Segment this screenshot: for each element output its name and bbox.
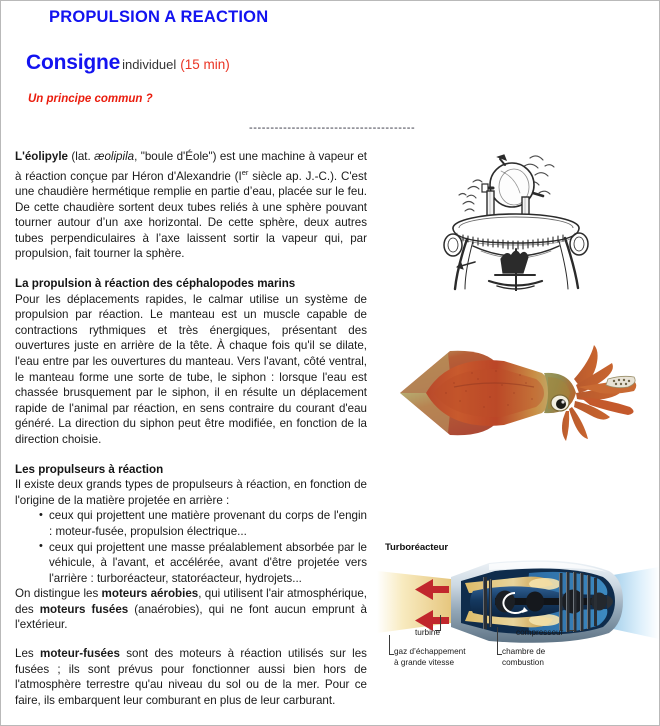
section-cephalopodes xyxy=(15,276,367,448)
section-propulseurs xyxy=(15,462,367,634)
label-compresseur: compresseur xyxy=(516,628,564,637)
list-item: • ceux qui projettent une masse préalablement absorbée par le véhicule, à l'avant, et accélérée, avant d'être projetée vers l'arrière : turboréacteur, statoréacteur, hydrojets... xyxy=(39,540,367,587)
cephalopodes-paragraph: Pour les déplacements rapides, le calmar utilise un système de propulsion par réaction. Le manteau est un muscle capable de contractions rythmiques et très énergiques, présentant des ouvertures juste en arrière de la tête. À chaque fois qu'il se dilate, l'eau entre par les ouvertures du manteau. Vers l'avant, côté ventral, le manteau forme une sorte de tube, le siphon : lorsque l'eau est chassée brusquement par le siphon, il en résulte un déplacement rapide de l'animal par réaction, en sens contraire du courant d'eau généré. La direction du siphon peut être modifiée, en fonction de la direction choisie. xyxy=(15,292,367,446)
page-title: PROPULSION A REACTION xyxy=(49,8,269,26)
leader-elbow-compressor xyxy=(569,630,575,631)
section-moteur-fusees xyxy=(15,646,367,708)
label-combustion-chamber xyxy=(502,647,545,668)
label-combustion-chamber-line2: combustion xyxy=(502,657,544,667)
cephalopodes-heading: La propulsion à réaction des céphalopodes marins xyxy=(15,277,296,291)
label-exhaust-gas-line2: à grande vitesse xyxy=(394,657,455,667)
consigne-duration: (15 min) xyxy=(180,57,230,72)
turbojet-figure xyxy=(377,539,659,699)
propulseurs-intro: Il existe deux grands types de propulseurs à réaction, en fonction de l'origine de la matière projetée en arrière : xyxy=(15,478,367,507)
section-eolipyle xyxy=(15,149,367,262)
list-item: • ceux qui projettent une matière provenant du corps de l'engin : moteur-fusée, propulsion électrique... xyxy=(39,508,367,539)
consigne-label: Consigne xyxy=(26,51,121,74)
consigne-heading xyxy=(26,51,230,75)
eolipyle-engraving xyxy=(405,149,627,291)
propulseurs-heading: Les propulseurs à réaction xyxy=(15,462,164,476)
leader-line-turbine xyxy=(440,615,441,631)
consigne-question: Un principe commun ? xyxy=(28,93,153,105)
squid-illustration xyxy=(394,335,644,450)
propulseurs-outro: On distingue les moteurs aérobies, qui utilisent l'air atmosphérique, des moteurs fusées (anaérobies), qui ne font aucun emprunt à l'extérieur. xyxy=(15,587,367,632)
label-exhaust-gas xyxy=(394,647,465,668)
turbojet-title: Turboréacteur xyxy=(385,542,449,553)
consigne-mode: individuel xyxy=(122,57,177,72)
squid-figure xyxy=(394,335,644,450)
eolipyle-paragraph: L'éolipyle (lat. æolipila, "boule d'Éole") est une machine à vapeur et à réaction conçue par Héron d'Alexandrie (Ier siècle ap. J.-C.). C'est une chaudière hermétique remplie en partie d’eau, placée sur le feu. De cette chaudière sortent deux tubes reliés à une sphère pouvant tourner autour d’un axe horizontal. De cette sphère, deux autres tubes perpendiculaires à l’axe laissent sortir la vapeur qui, par propulsion, fait tourner la sphère. xyxy=(15,150,368,261)
label-turbine: turbine xyxy=(415,628,441,637)
section-separator: --------------------------------------- xyxy=(249,122,416,134)
label-exhaust-gas-line1: gaz d’échappement xyxy=(394,647,466,656)
text-column xyxy=(15,149,367,722)
eolipyle-figure xyxy=(405,149,627,291)
propulseurs-bullet-list xyxy=(15,508,367,586)
leader-line-chamber xyxy=(497,627,498,655)
label-combustion-chamber-line1: chambre de xyxy=(502,647,546,656)
moteur-fusees-paragraph: Les moteur-fusées sont des moteurs à réaction utilisés sur les fusées ; ils sont prévus pour fonctionner aussi bien hors de l'atmosphère terrestre qu'au niveau du sol ou de la mer. Pour ce faire, ils embarquent leur comburant en plus de leur carburant. xyxy=(15,647,367,707)
leader-line-exhaust xyxy=(389,635,390,655)
